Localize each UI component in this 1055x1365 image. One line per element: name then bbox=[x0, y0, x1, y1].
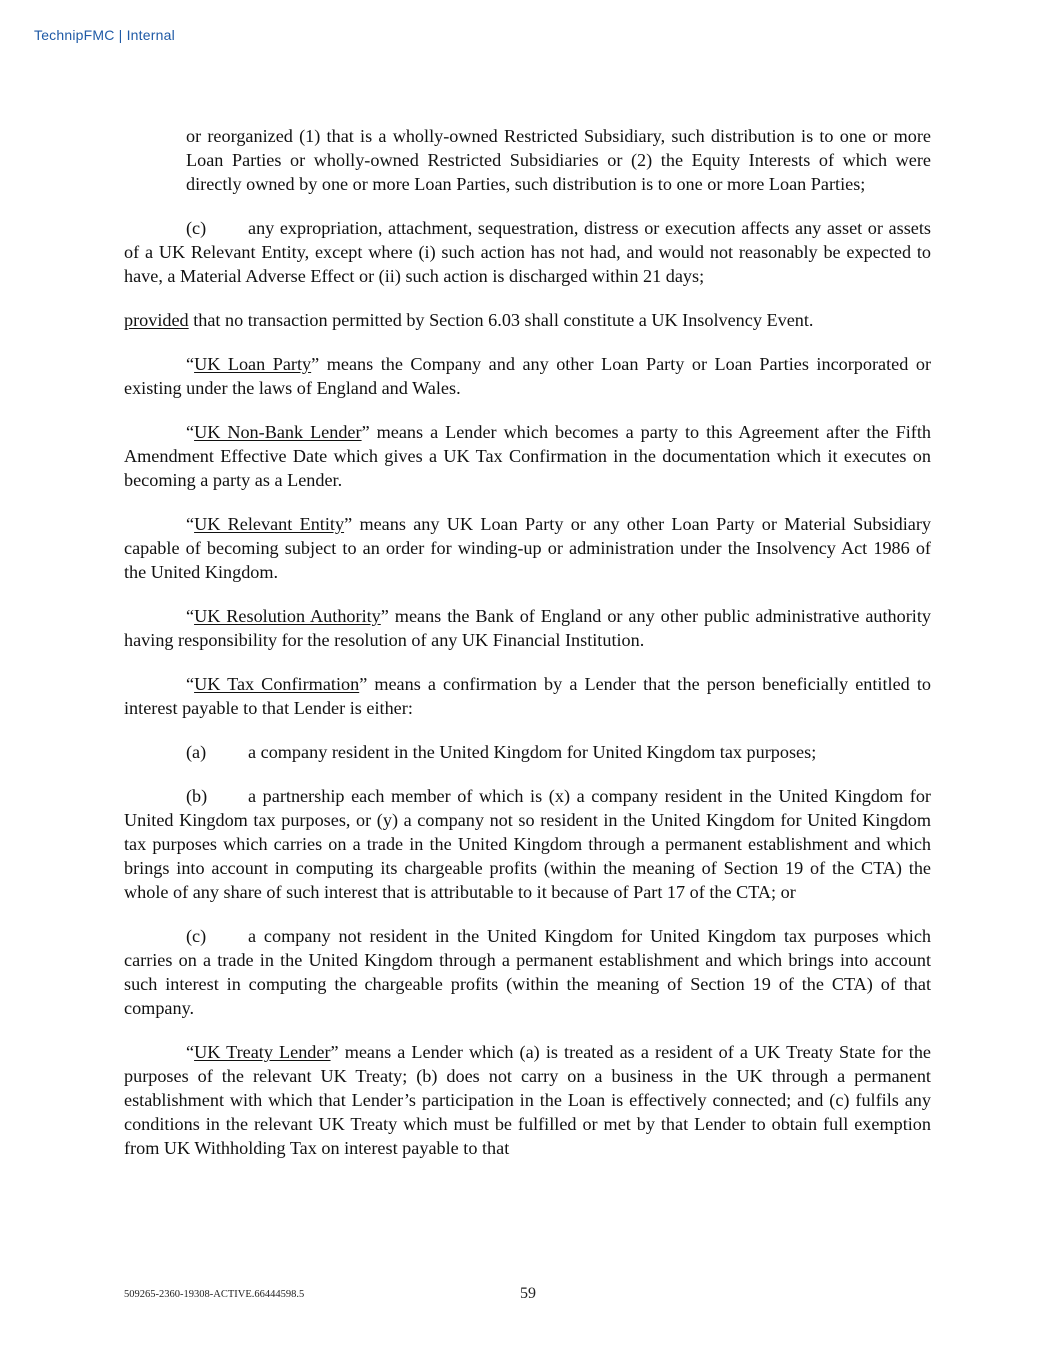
proviso-term: provided bbox=[124, 310, 189, 330]
definition-text: ” means a Lender which becomes a party to this Agreement after the Fifth Amendment Effective Date which gives a UK Tax Confirmation in the documentation which it executes on becoming a party as a Lender. bbox=[124, 422, 931, 490]
definition-text: ” means the Company and any other Loan Party or Loan Parties incorporated or existing under the laws of England and Wales. bbox=[124, 354, 931, 398]
definition-text: ” means the Bank of England or any other public administrative authority having responsibility for the resolution of any UK Financial Institution. bbox=[124, 606, 932, 650]
open-quote: “ bbox=[186, 514, 195, 534]
open-quote: “ bbox=[186, 674, 195, 694]
defined-term: UK Loan Party bbox=[194, 354, 312, 374]
clause-text: a company resident in the United Kingdom for United Kingdom tax purposes; bbox=[248, 742, 817, 762]
proviso-text: that no transaction permitted by Section 6.03 shall constitute a UK Insolvency Event. bbox=[188, 310, 814, 330]
definition-uk-relevant-entity bbox=[124, 512, 931, 584]
defined-term: UK Resolution Authority bbox=[194, 606, 381, 626]
clause-label: (a) bbox=[186, 742, 207, 762]
defined-term: UK Tax Confirmation bbox=[194, 674, 360, 694]
page-number: 59 bbox=[520, 1285, 536, 1302]
definition-text: ” means a Lender which (a) is treated as a resident of a UK Treaty State for the purposes of the relevant UK Treaty; (b) does not carry on a business in the UK through a permanent establishment with which that Lender’s participation in the Loan is effectively connected; and (c) fulfils any conditions in the relevant UK Treaty which must be fulfilled or met by that Lender to obtain full exemption from UK Withholding Tax on interest payable to that bbox=[124, 1042, 931, 1158]
document-body bbox=[124, 124, 931, 1180]
definition-uk-non-bank-lender bbox=[124, 420, 931, 492]
proviso-paragraph bbox=[124, 308, 931, 332]
definition-uk-treaty-lender bbox=[124, 1040, 931, 1160]
definition-uk-resolution-authority bbox=[124, 604, 931, 652]
clause-label: (b) bbox=[186, 786, 208, 806]
sub-clause-b bbox=[124, 784, 931, 904]
clause-text: a company not resident in the United Kingdom for United Kingdom tax purposes which carries on a trade in the United Kingdom through a permanent establishment and which brings into account such interest in computing the chargeable profits (within the meaning of Section 19 of the CTA) of that company. bbox=[124, 926, 931, 1018]
classification-label: TechnipFMC | Internal bbox=[34, 27, 175, 43]
clause-c-insolvency bbox=[124, 216, 931, 288]
clause-text: any expropriation, attachment, sequestration, distress or execution affects any asset or assets of a UK Relevant Entity, except where (i) such action has not had, and would not reasonably be expected to have, a Material Adverse Effect or (ii) such action is discharged within 21 days; bbox=[124, 218, 931, 286]
defined-term: UK Treaty Lender bbox=[194, 1042, 331, 1062]
clause-text: a partnership each member of which is (x) a company resident in the United Kingdom for United Kingdom tax purposes, or (y) a company not so resident in the United Kingdom for United Kingdom tax purposes which carries on a trade in the United Kingdom through a permanent establishment and which brings into account in computing its chargeable profits (within the meaning of Section 19 of the CTA) the whole of any share of such interest that is attributable to it because of Part 17 of the CTA; or bbox=[124, 786, 931, 902]
clause-label: (c) bbox=[186, 926, 207, 946]
definition-text: ” means any UK Loan Party or any other Loan Party or Material Subsidiary capable of becoming subject to an order for winding-up or administration under the Insolvency Act 1986 of the United Kingdom. bbox=[124, 514, 931, 582]
open-quote: “ bbox=[186, 422, 195, 442]
paragraph-continuation: or reorganized (1) that is a wholly-owned Restricted Subsidiary, such distribution is to one or more Loan Parties or wholly-owned Restricted Subsidiaries or (2) the Equity Interests of which were directly owned by one or more Loan Parties, such distribution is to one or more Loan Parties; bbox=[186, 126, 931, 194]
footer-document-id: 509265-2360-19308-ACTIVE.66444598.5 bbox=[124, 1289, 305, 1300]
defined-term: UK Non-Bank Lender bbox=[194, 422, 362, 442]
open-quote: “ bbox=[186, 606, 195, 626]
open-quote: “ bbox=[186, 1042, 195, 1062]
defined-term: UK Relevant Entity bbox=[194, 514, 345, 534]
definition-uk-loan-party bbox=[124, 352, 931, 400]
clause-label: (c) bbox=[186, 218, 207, 238]
definition-uk-tax-confirmation bbox=[124, 672, 931, 720]
sub-clause-a bbox=[124, 740, 931, 764]
sub-clause-c bbox=[124, 924, 931, 1020]
definition-text: ” means a confirmation by a Lender that the person beneficially entitled to interest payable to that Lender is either: bbox=[124, 674, 931, 718]
open-quote: “ bbox=[186, 354, 195, 374]
